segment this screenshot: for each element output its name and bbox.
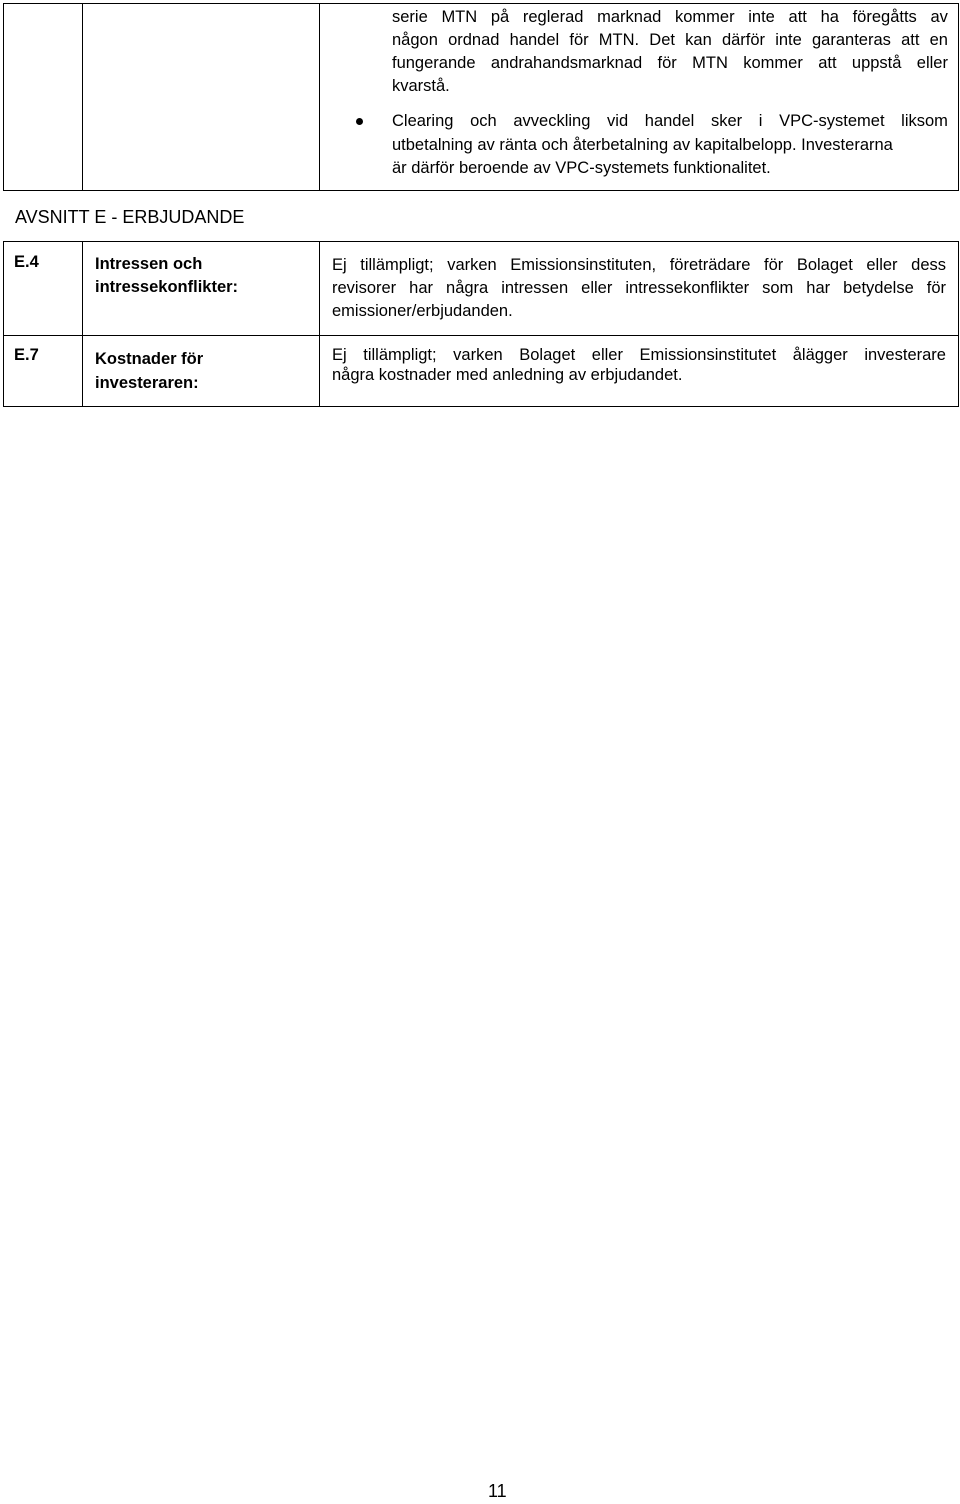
offer-table-right-border xyxy=(958,241,959,407)
word: några xyxy=(446,279,489,297)
word: för xyxy=(926,279,946,297)
top-table-col1-border xyxy=(82,3,83,191)
word: av xyxy=(930,8,948,26)
word: liksom xyxy=(901,112,948,130)
word: eller xyxy=(866,256,898,274)
risk-bullet-line: är därför beroende av VPC-systemets funktionalitet. xyxy=(392,159,771,177)
risk-paragraph-line xyxy=(392,29,948,53)
word: inte xyxy=(775,31,802,49)
word: kommer xyxy=(674,8,735,26)
word: MTN xyxy=(441,8,478,26)
word: en xyxy=(929,31,948,49)
word: ha xyxy=(820,8,839,26)
word: handel xyxy=(509,31,560,49)
word: Det xyxy=(649,31,675,49)
bullet-dot-icon xyxy=(356,118,363,125)
word: ålägger xyxy=(792,346,848,364)
word: Emissionsinstitutet xyxy=(639,346,777,364)
word: MTN xyxy=(692,54,728,72)
row-label-line: investeraren: xyxy=(95,374,199,392)
word: revisorer xyxy=(332,279,397,297)
word: andrahandsmarknad xyxy=(490,54,643,72)
word: eller xyxy=(916,54,948,72)
word: varken xyxy=(453,346,503,364)
word: tillämpligt; xyxy=(360,256,434,274)
word: kommer xyxy=(743,54,803,72)
offer-table-bottom-border xyxy=(3,406,959,407)
word: fungerande xyxy=(392,54,476,72)
page-number: 11 xyxy=(488,1481,507,1501)
word: vid xyxy=(607,112,629,130)
word: någon xyxy=(392,31,438,49)
word: Clearing xyxy=(392,112,454,130)
row-label-line: Intressen och xyxy=(95,255,203,273)
word: för xyxy=(569,31,589,49)
row-content-line xyxy=(332,254,946,278)
word: kan xyxy=(685,31,712,49)
risk-bullet-line: utbetalning av ränta och återbetalning av kapitalbelopp. Investerarna xyxy=(392,136,893,154)
word: föregåtts xyxy=(852,8,917,26)
top-table-top-border xyxy=(3,3,959,4)
section-heading: AVSNITT E - ERBJUDANDE xyxy=(15,207,245,227)
word: och xyxy=(470,112,497,130)
risk-bullet-line xyxy=(392,110,948,134)
word: uppstå xyxy=(851,54,902,72)
word: eller xyxy=(581,279,613,297)
word: garanteras xyxy=(812,31,891,49)
risk-paragraph-line xyxy=(392,52,948,76)
word: intressen xyxy=(501,279,569,297)
word: VPC-systemet xyxy=(779,112,885,130)
row-code: E.7 xyxy=(14,346,39,364)
word: inte xyxy=(748,8,775,26)
word: marknad xyxy=(597,8,662,26)
word: därför xyxy=(721,31,766,49)
row-label-line: intressekonflikter: xyxy=(95,278,239,296)
word: dess xyxy=(911,256,946,274)
risk-paragraph-line: kvarstå. xyxy=(392,77,450,95)
word: eller xyxy=(591,346,623,364)
word: Ej xyxy=(332,256,347,274)
word: ordnad xyxy=(448,31,500,49)
word: att xyxy=(818,54,837,72)
top-table-left-border xyxy=(3,3,4,191)
word: avveckling xyxy=(513,112,591,130)
word: intressekonflikter xyxy=(625,279,750,297)
word: i xyxy=(758,112,763,130)
risk-paragraph-line xyxy=(392,6,948,30)
row-label-line: Kostnader för xyxy=(95,350,204,368)
word: Bolaget xyxy=(519,346,576,364)
word: Ej xyxy=(332,346,347,364)
word: tillämpligt; xyxy=(363,346,437,364)
word: Bolaget xyxy=(796,256,853,274)
offer-table-top-border xyxy=(3,241,959,242)
top-table-col2-border xyxy=(319,3,320,191)
word: investerare xyxy=(864,346,946,364)
word: för xyxy=(763,256,784,274)
word: för xyxy=(657,54,677,72)
word: företrädare xyxy=(669,256,751,274)
word: varken xyxy=(447,256,497,274)
word: att xyxy=(901,31,920,49)
word: har xyxy=(409,279,434,297)
word: på xyxy=(490,8,510,26)
word: handel xyxy=(644,112,695,130)
top-table-right-border xyxy=(958,3,959,191)
word: betydelse xyxy=(843,279,914,297)
word: har xyxy=(806,279,831,297)
word: MTN. xyxy=(598,31,640,49)
word: att xyxy=(788,8,807,26)
offer-table-mid-border xyxy=(3,335,959,336)
offer-table-left-border xyxy=(3,241,4,407)
word: Emissionsinstituten, xyxy=(510,256,657,274)
word: sker xyxy=(710,112,743,130)
row-code: E.4 xyxy=(14,253,39,271)
word: som xyxy=(762,279,794,297)
top-table-bottom-border xyxy=(3,190,959,191)
row-content-line: emissioner/erbjudanden. xyxy=(332,302,513,320)
offer-table-col2-border xyxy=(319,241,320,407)
row-content-line: några kostnader med anledning av erbjudandet. xyxy=(332,366,683,384)
word: serie xyxy=(392,8,428,26)
word: reglerad xyxy=(522,8,584,26)
row-content-line xyxy=(332,277,946,301)
offer-table-col1-border xyxy=(82,241,83,407)
